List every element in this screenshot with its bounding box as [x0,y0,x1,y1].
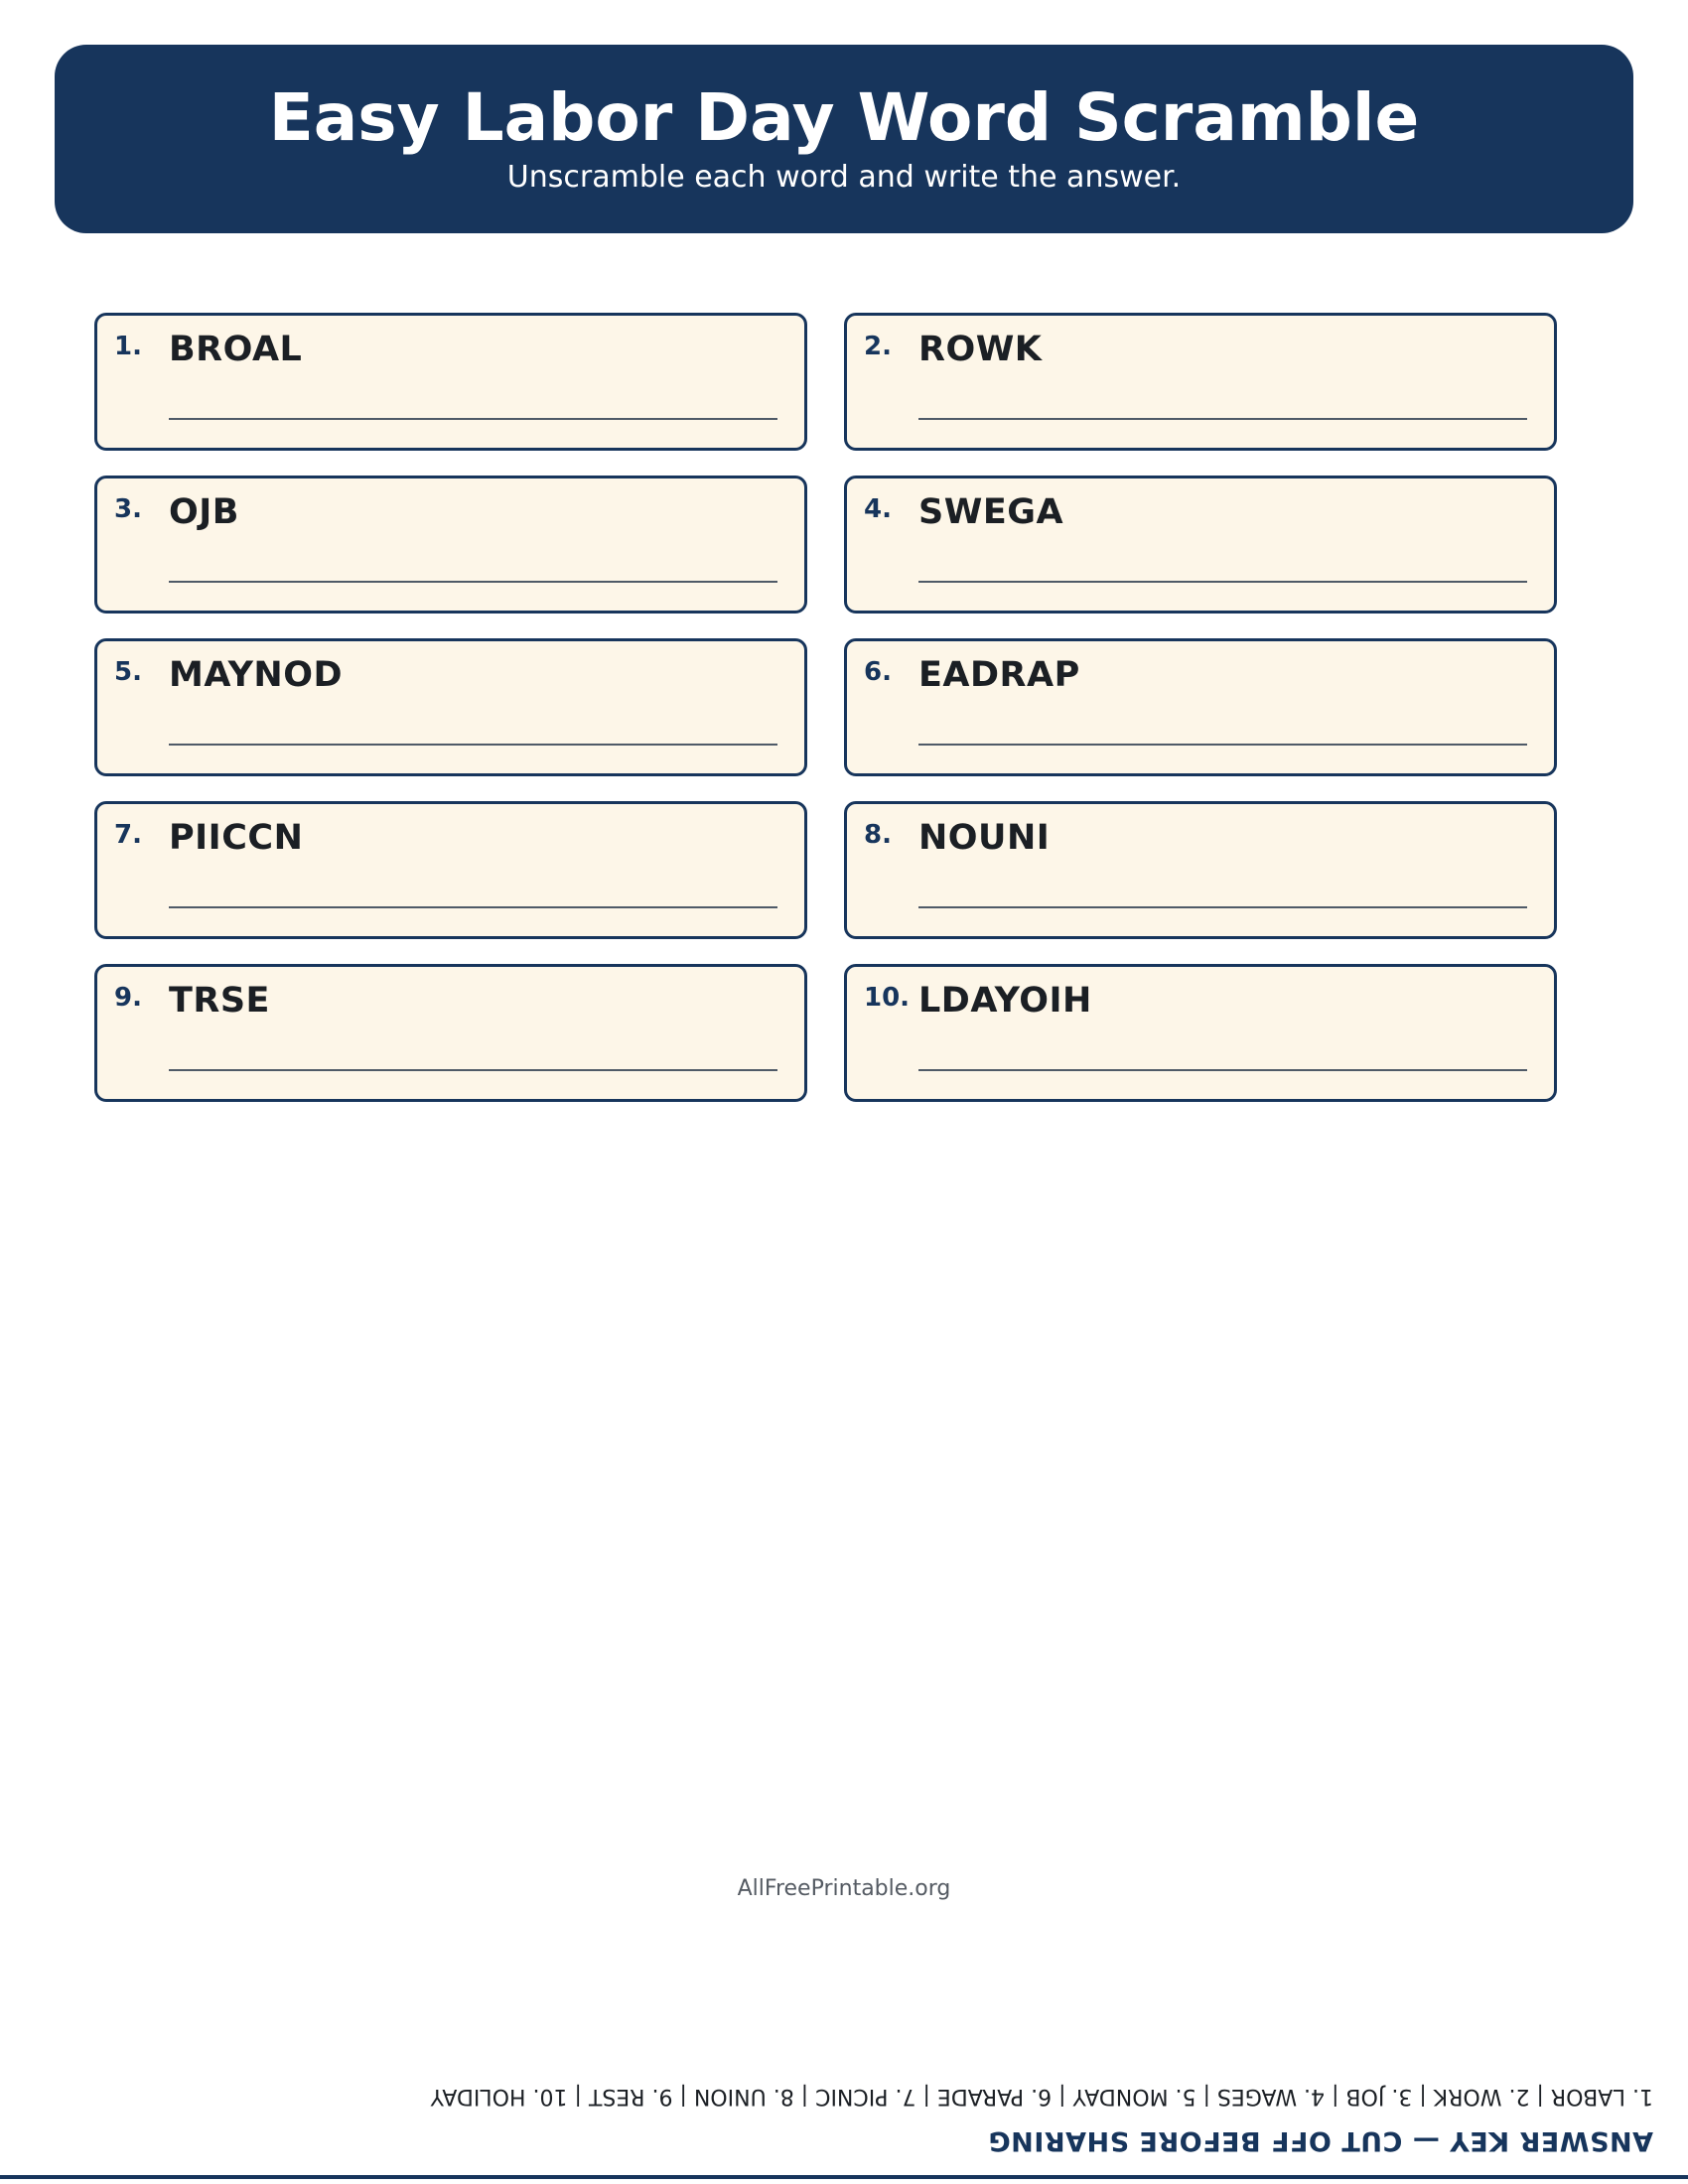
answer-line [918,1069,1527,1071]
puzzle-card [844,964,1557,1102]
scrambled-word: MAYNOD [169,655,344,695]
answer-line [169,906,777,908]
puzzle-number: 7. [114,820,142,850]
puzzle-number: 8. [864,820,892,850]
scrambled-word: BROAL [169,330,303,369]
page-title: Easy Labor Day Word Scramble [268,79,1420,156]
puzzle-card [94,476,807,614]
puzzle-number: 10. [864,983,911,1013]
puzzle-card [94,964,807,1102]
puzzle-card [844,638,1557,776]
answer-key-title: ANSWER KEY — CUT OFF BEFORE SHARING [988,2125,1653,2156]
puzzle-number: 3. [114,494,142,524]
answer-line [169,744,777,746]
title-banner [55,45,1633,233]
scrambled-word: PIICCN [169,818,304,858]
answer-line [169,1069,777,1071]
answer-line [918,906,1527,908]
puzzle-card [94,801,807,939]
site-credit: AllFreePrintable.org [737,1876,951,1901]
puzzle-card [94,638,807,776]
puzzle-grid [94,313,1559,1102]
puzzle-number: 2. [864,332,892,361]
scrambled-word: TRSE [169,981,270,1021]
scrambled-word: SWEGA [918,492,1064,532]
scrambled-word: NOUNI [918,818,1051,858]
scrambled-word: ROWK [918,330,1043,369]
puzzle-number: 9. [114,983,142,1013]
page-subtitle: Unscramble each word and write the answer. [506,160,1182,195]
puzzle-card [844,476,1557,614]
answer-key [0,2065,1688,2174]
puzzle-number: 5. [114,657,142,687]
puzzle-card [94,313,807,451]
puzzle-number: 4. [864,494,892,524]
puzzle-card [844,801,1557,939]
answer-line [169,418,777,420]
scrambled-word: LDAYOIH [918,981,1092,1021]
answer-line [918,581,1527,583]
scrambled-word: OJB [169,492,239,532]
answer-key-text: 1. LABOR | 2. WORK | 3. JOB | 4. WAGES | 5. MONDAY | 6. PARADE | 7. PICNIC | 8. UNION | 9. REST | 10. HOLIDAY [430,2084,1653,2109]
puzzle-card [844,313,1557,451]
answer-line [918,744,1527,746]
answer-line [169,581,777,583]
puzzle-number: 1. [114,332,142,361]
scrambled-word: EADRAP [918,655,1080,695]
bottom-divider [0,2175,1688,2179]
answer-line [918,418,1527,420]
puzzle-number: 6. [864,657,892,687]
